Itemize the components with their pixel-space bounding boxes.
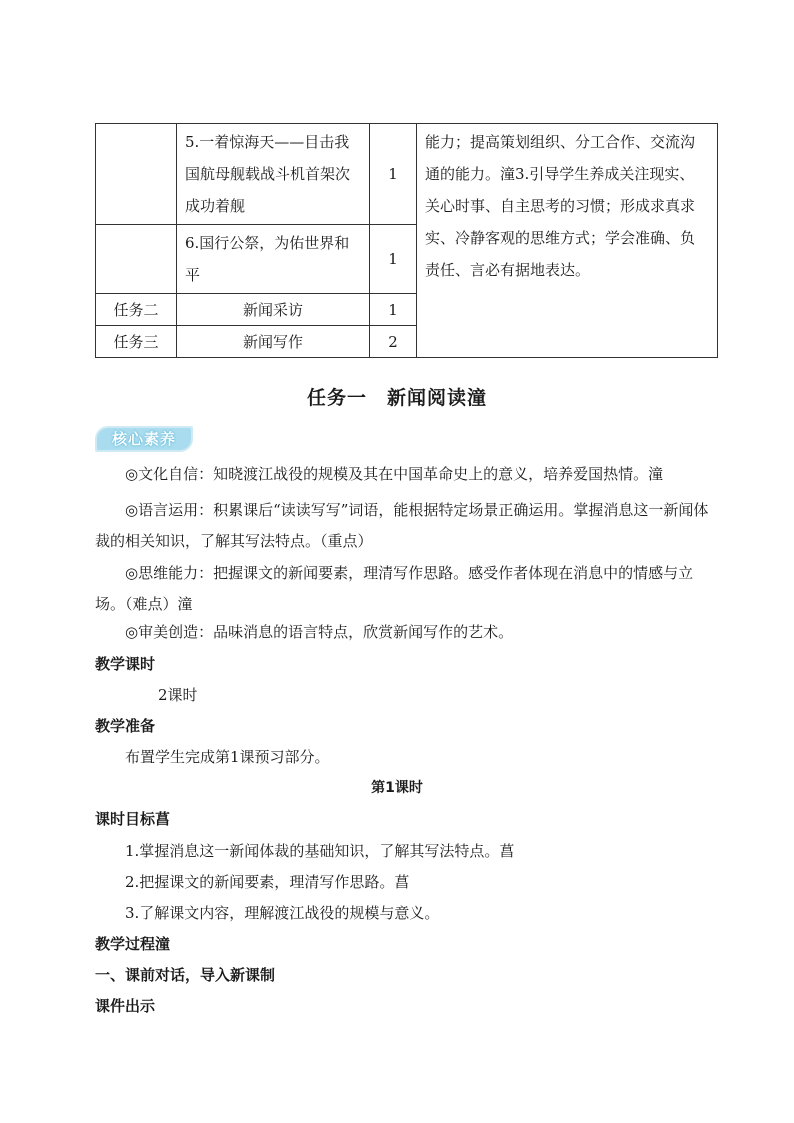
core-item-aesthetic: ◎审美创造：品味消息的语言特点，欣赏新闻写作的艺术。 <box>125 623 514 641</box>
table-cell-task: 新闻写作 <box>177 326 370 358</box>
table-cell-goals: 能力；提高策划组织、分工合作、交流沟通的能力。潼3.引导学生养成关注现实、关心时事、自主思考的习惯；形成求真求实、冷静客观的思维方式；学会准确、负责任、言必有据地表达。 <box>417 124 718 358</box>
table-cell-task: 6.国行公祭，为佑世界和平 <box>177 225 370 294</box>
core-literacy-badge <box>95 426 193 452</box>
core-item-language: ◎语言运用：积累课后“读读写写”词语，能根据特定场景正确运用。掌握消息这一新闻体裁的相关知识，了解其写法特点。（重点） <box>95 501 709 550</box>
teaching-hours-value: 2课时 <box>158 686 198 704</box>
table-cell-task: 5.一着惊海天——目击我国航母舰载战斗机首架次成功着舰 <box>177 124 370 225</box>
core-item-culture: ◎文化自信：知晓渡江战役的规模及其在中国革命史上的意义，培养爱国热情。潼 <box>125 465 664 483</box>
table-cell-hours: 2 <box>370 326 417 358</box>
lesson-goal-item: 1.掌握消息这一新闻体裁的基础知识，了解其写法特点。菖 <box>125 842 515 860</box>
courseware-heading: 课件出示 <box>95 997 156 1015</box>
lesson-plan-table <box>95 123 718 358</box>
teaching-process-heading: 教学过程潼 <box>95 935 171 953</box>
teaching-prep-text: 布置学生完成第1课预习部分。 <box>125 748 330 766</box>
lesson-goal-item: 2.把握课文的新闻要素，理清写作思路。菖 <box>125 873 410 891</box>
core-item-thinking: ◎思维能力：把握课文的新闻要素，理清写作思路。感受作者体现在消息中的情感与立场。（难点）潼 <box>95 564 694 613</box>
table-cell-task: 新闻采访 <box>177 294 370 326</box>
lesson-title: 第1课时 <box>371 780 423 796</box>
table-cell-task-label: 任务二 <box>96 294 177 326</box>
table-cell-hours: 1 <box>370 294 417 326</box>
step-one-heading: 一、课前对话，导入新课制 <box>95 966 276 984</box>
table-cell-hours: 1 <box>370 225 417 294</box>
table-cell-task-label: 任务三 <box>96 326 177 358</box>
table-cell-empty <box>96 225 177 294</box>
badge-label: 核心素养 <box>111 430 176 448</box>
lesson-goals-heading: 课时目标菖 <box>95 810 171 828</box>
teaching-hours-heading: 教学课时 <box>95 655 156 673</box>
teaching-prep-heading: 教学准备 <box>95 717 156 735</box>
table-cell-empty <box>96 124 177 225</box>
lesson-goal-item: 3.了解课文内容，理解渡江战役的规模与意义。 <box>125 904 440 922</box>
table-cell-hours: 1 <box>370 124 417 225</box>
section-title: 任务一 新闻阅读潼 <box>306 387 487 409</box>
